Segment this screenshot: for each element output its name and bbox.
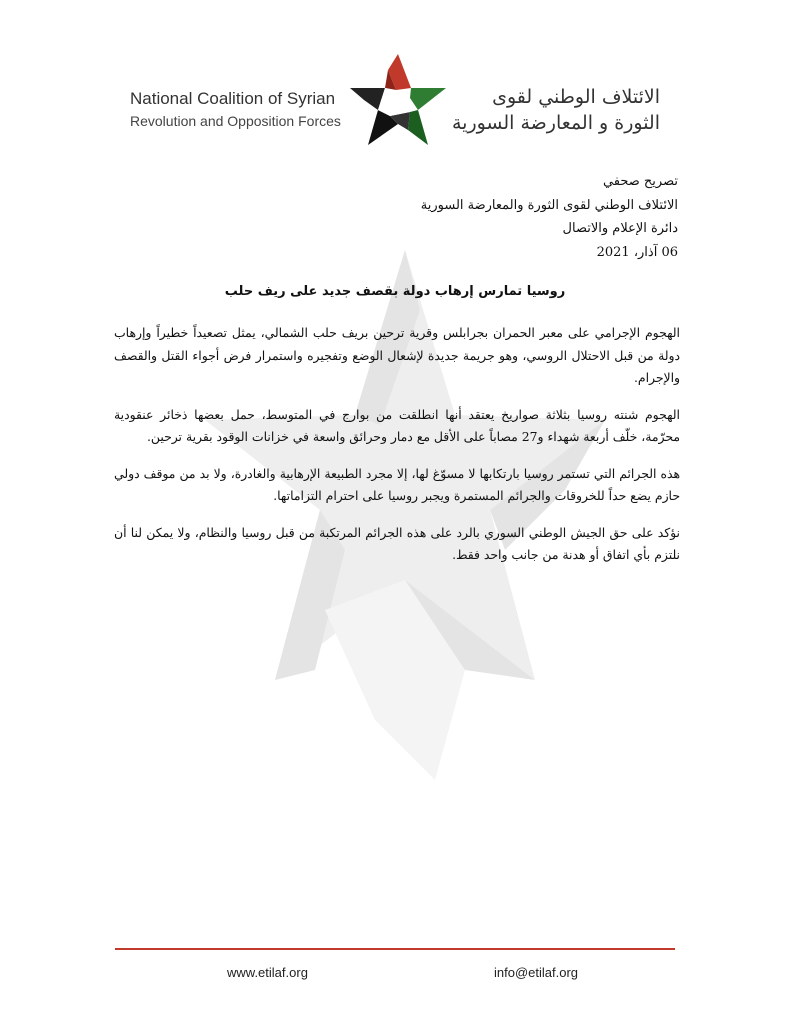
body-paragraph-2: الهجوم شنته روسيا بثلاثة صواريخ يعتقد أنها انطلقت من بوارج في المتوسط، حمل بعضها ذخائر عنقودية محرّمة، خلّف أربعة شهداء و27 مصاباً على الأقل مع دمار وحرائق واسعة في خزانات الوقود بقرية ترحين. bbox=[114, 406, 680, 444]
website-link[interactable]: www.etilaf.org bbox=[227, 965, 308, 980]
org-name-arabic-line2: الثورة و المعارضة السورية bbox=[451, 112, 660, 134]
org-name-arabic bbox=[450, 84, 660, 136]
press-release-meta bbox=[278, 170, 678, 264]
email-link[interactable]: info@etilaf.org bbox=[494, 965, 579, 980]
document-type: تصريح صحفي bbox=[602, 174, 678, 189]
org-name-arabic-line1: الائتلاف الوطني لقوى bbox=[492, 86, 660, 108]
release-date: 06 آذار، 2021 bbox=[596, 244, 678, 260]
footer-divider bbox=[115, 948, 675, 950]
press-release-body bbox=[114, 322, 680, 581]
department-name: دائرة الإعلام والاتصال bbox=[562, 221, 678, 236]
body-paragraph-4: نؤكد على حق الجيش الوطني السوري بالرد على هذه الجرائم المرتكبة من قبل روسيا والنظام، ولا يمكن لنا أن نلتزم بأي اتفاق أو هدنة من جانب واحد فقط. bbox=[114, 524, 680, 562]
org-name-english bbox=[130, 88, 350, 132]
press-release-headline: روسيا تمارس إرهاب دولة بقصف جديد على ريف حلب bbox=[224, 284, 566, 299]
body-paragraph-3: هذه الجرائم التي تستمر روسيا بارتكابها لا مسوّغ لها، إلا مجرد الطبيعة الإرهابية والغادرة، ولا بد من موقف دولي حازم يضع حداً للخروقات والجرائم المستمرة ويجبر روسيا على احترام التزاماتها. bbox=[114, 465, 680, 503]
body-paragraph-1: الهجوم الإجرامي على معبر الحمران بجرابلس وقرية ترحين بريف حلب الشمالي، يمثل تصعيداً خطيراً وإرهاب دولة من قبل الاحتلال الروسي، وهو جريمة جديدة لإشعال الوضع وتفجيره واستمرار فرض أجواء القتل والقصف والإجرام. bbox=[114, 325, 680, 385]
org-name-english-line2: Revolution and Opposition Forces bbox=[130, 113, 341, 129]
org-name-english-line1: National Coalition of Syrian bbox=[130, 89, 336, 108]
coalition-star-logo-icon bbox=[348, 50, 448, 150]
issuer-name: الائتلاف الوطني لقوى الثورة والمعارضة السورية bbox=[420, 197, 678, 213]
